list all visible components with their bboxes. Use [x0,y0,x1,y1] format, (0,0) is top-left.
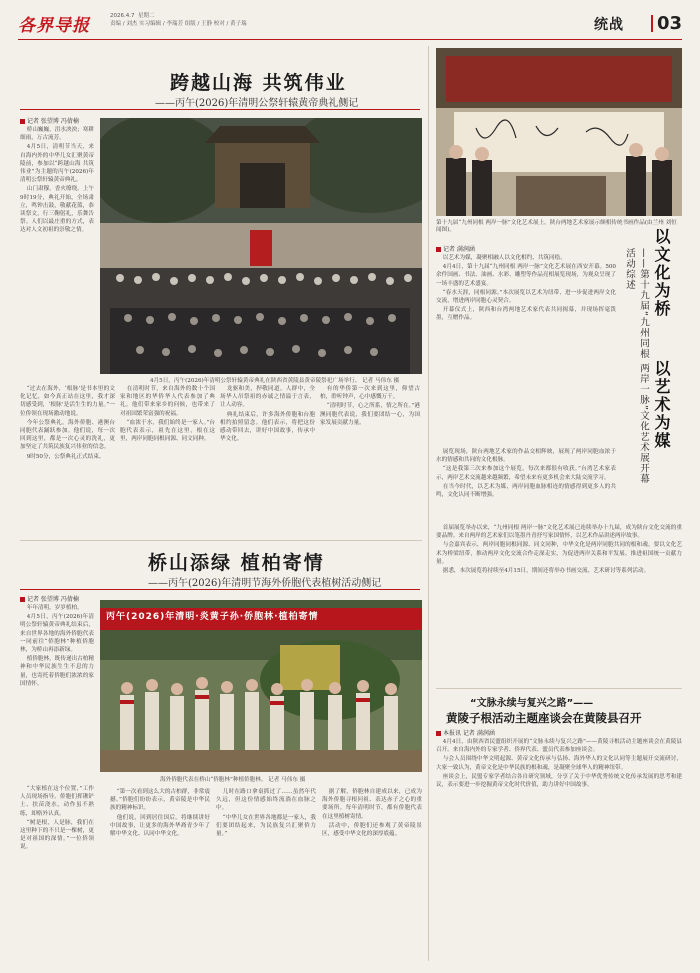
article3-column-1 [436,254,616,444]
article1-headline: 跨越山海 共筑伟业 [170,72,347,94]
paragraph: 与会人员围绕中华文明起源、黄帝文化传承与弘扬、海外华人的文化认同等主题展开交流研讨，大家一致认为，黄帝文化是中华民族的根和魂，是凝聚全球华人的精神纽带。 [436,756,682,771]
article3-vertical-title-b: 以艺术为媒 [652,360,671,450]
paragraph: 山门肃穆，香火缭绕。上午9时19分，典礼开始，全场肃立，鸣钟击鼓，敬献花篮，恭读祭文，行三鞠躬礼，乐舞告祭。人们以最庄重的方式，表达对人文初祖的崇敬之情。 [20,186,94,234]
article3-vertical-title-a: 以文化为桥 [652,228,671,318]
article1-photo-caption: 4月5日，丙午(2026)年清明公祭轩辕黄帝典礼在陕西省黄陵县黄帝陵祭祀广场举行。 记者 马伟东 摄 [150,378,400,384]
article2-rule [20,589,420,590]
issue-date: 2026.4.7 [110,13,135,19]
paragraph: “这是我第三次来参加这个展览，每次来都很有收获。”台湾艺术家表示，两岸艺术交流越来越频繁，希望未来有更多机会来大陆交流学习。 [436,466,616,481]
paragraph: 4月4日，由陕西省民盟组织开展的“文脉永续与复兴之路”——黄陵寻根活动主题座谈会在黄陵县召开。来自海内外的专家学者、侨界代表、盟员代表参加座谈会。 [436,739,682,754]
article2-photo-caption: 海外侨胞代表在桥山“侨胞林”种植侨胞林。 记者 马伟东 摄 [160,777,306,783]
article1-column-1 [20,126,94,376]
paragraph: 据了解，侨胞林自建成以来，已成为海外侨胞寻根问祖、表达赤子之心的重要场所。每年清明时节，都有侨胞代表在这里植树寄情。 [322,789,422,820]
article2-headline: 桥山添绿 植柏寄情 [148,552,325,574]
paragraph: 植侨胞林，既传递出古柏精神和中华民族生生不息的力量，也寄托着侨胞们浓浓的家国情怀。 [20,656,94,687]
exhibition-photo-image [436,48,682,216]
paragraph: “树是根，人是脉，我们在这里种下的不只是一棵树，更是对祖国的深情。”一位侨领说。 [20,819,94,851]
article2-column-5 [322,788,422,958]
paragraph: 龙驱和美，捍敬同道。人群中，全场华人吊祭祖的赤诚之情溢于言表，让人动容。 [220,386,315,409]
paragraph: 桥山巍巍，沮水泱泱；寒耕细雨，万古流芳。 [20,127,94,142]
paragraph: 有的华侨第一次来到这里，仰望古柏，聆听钟声，心中感慨万千。 [320,386,420,401]
paragraph: 与会嘉宾表示，两岸同胞同根同源、同文同种，中华文化是两岸同胞共同的根和魂。要以文化艺术为桥梁纽带，推动两岸文化交流合作走深走实，为促进两岸关系和平发展、推进祖国统一贡献力量。 [436,542,682,565]
paragraph: 4月5日，清明节当天，来自海内外的中华儿女汇聚黄帝陵前，参加以“跨越山海 共筑伟业”为主题的丙午(2026)年清明公祭轩辕黄帝典礼。 [20,144,94,184]
paragraph: 年年清明，岁岁植柏。 [26,605,83,611]
article4-headline-2: 黄陵子根活动主题座谈会在黄陵县召开 [446,711,642,725]
article3-column-3 [436,524,682,684]
photo-banner-text: 丙午(2026)年清明·炎黄子孙·侨胞林·植柏寄情 [106,612,319,622]
article2-subhead: ——丙午(2026)年清明节海外侨胞代表植树活动侧记 [148,578,382,589]
article3-byline [436,244,475,253]
paragraph: “春水天涯，同根同源。”本次展览以艺术为纽带，进一步促进两岸文化交流，增进两岸同胞心灵契合。 [436,289,616,305]
article1-column-4 [220,385,315,535]
section-divider [436,688,682,689]
editor-credits: 责编 / 刘杰 实习编辑 / 李瑞芳 组版 / 王静 校对 / 黄子瑞 [110,20,247,27]
article2-column-1 [20,604,94,779]
article4-headline: “文脉永续与复兴之路”—— [470,698,594,709]
article2-tree-planting-photo [100,600,422,772]
paragraph: 9时50分，公祭典礼正式结束。 [26,453,105,460]
paragraph: “第一次看到这么大的古柏群，非常震撼。”侨胞们纷纷表示，黄帝陵是中华民族的精神标识。 [110,789,210,812]
article2-column-2 [20,785,94,955]
article3-byline-text: 记者 满润涵 [443,246,475,253]
paragraph: “清明时节，心之所系，情之所在。”港澳同胞代表说，我们要团结一心，为国家发展贡献力量。 [320,403,420,426]
section-divider [20,540,422,541]
paragraph: 据悉，本次展览将持续至4月15日，期间还将举办书画交流、艺术研讨等系列活动。 [442,568,650,575]
article2-byline-text: 记者 张望博 冯倩楠 [27,596,79,603]
column-divider [428,46,429,961]
issue-weekday: 星期二 [138,13,155,19]
article4-byline [436,728,495,737]
paragraph: 他们说，回到居住国后，将继续讲好中国故事，让更多的海外华裔青少年了解中华文化、认同中华文化。 [110,814,210,838]
paragraph: “过去在海外，‘根脉’是书本里的文化记忆，如今真正站在这里，我才深切感受到，‘根脉’是活生生的力量。”一位侨领在现场激动地说。 [20,386,115,417]
issue-meta [110,13,247,28]
article1-subhead: ——丙午(2026)年清明公祭轩辕黄帝典礼侧记 [155,98,359,109]
newspaper-logo: 各界导报 [18,16,90,36]
article2-column-3 [110,788,210,958]
article1-rule [20,109,420,110]
article1-column-3 [120,385,215,535]
page-number-bar [651,15,653,32]
page-number [651,10,682,36]
article4-byline-text: 本报讯 记者 满润涵 [443,730,495,737]
paragraph: “中华儿女在世界各地都是一家人，我们要团结起来，为民族复兴汇聚侨力量。” [216,814,316,838]
article1-ceremony-photo [100,118,422,374]
article2-column-4 [216,788,316,958]
article3-photo-caption: 第十九届“九州同根 两岸一脉”文化艺术展上，陕台两地艺术家展示颇相传统书画作品(由兰州 刘恒闻图)。 [436,220,677,233]
paragraph: 今年公祭典礼，海外侨胞、港澳台同胞代表踊跃参加。他们说，每一次回到这里，都是一次心灵的洗礼，更加坚定了共筑民族复兴伟业的信念。 [20,419,115,451]
paragraph: 在当今时代，以艺术为媒，两岸同胞血脉相连的情感得到更多人的共鸣，文化认同不断增强。 [436,483,616,499]
paragraph: 开幕仪式上，陕西和台湾两地艺术家代表共同揭幕，并现场挥毫泼墨，互赠作品。 [436,307,616,322]
article1-byline [20,116,79,125]
masthead [18,10,682,40]
article3-vertical-subtitle: ——第十九届“九州同根 两岸一脉”文化艺术展开幕活动综述 [624,248,649,485]
tree-planting-photo-image [100,600,422,772]
article4-column-1 [436,738,682,960]
article1-byline-text: 记者 张望博 冯倩楠 [27,118,79,125]
paragraph: 以艺术为媒，凝聚相融人以文化相约，共筑同绘。 [442,255,566,261]
paragraph: 展览现场，陕台两地艺术家的作品交相辉映，展现了两岸同胞血浓于水的情感和共同的文化根脉。 [436,449,616,464]
paragraph: 典礼结束后，许多海外侨胞和台胞相约拍照留念。他们表示，将把这份感动带回去，讲好中国故事，传承中华文化。 [220,411,315,443]
paragraph: 4月4日，第十九届“九州同根 两岸一脉”文化艺术展在西安开幕。500余件国画、书法、油画、水彩、雕塑等作品亮相展览现场，为观众呈现了一场丰盛的艺术盛宴。 [436,264,616,287]
article3-column-2 [436,448,616,520]
article3-art-exhibition-photo [436,48,682,216]
paragraph: 4月5日，丙午(2026)年清明公祭轩辕黄帝典礼结束后，来自世界各地的海外侨胞代表一同前往“侨胞林”种植侨胞林，为桥山再添新绿。 [20,614,94,654]
paragraph: 座谈会上，民盟专家学者结合各自研究领域，分享了关于中华优秀传统文化传承发展的思考和建议，表示要进一步挖掘黄帝文化时代价值，助力讲好中国故事。 [436,773,682,789]
article1-column-5 [320,385,420,535]
paragraph: 活动中，侨胞们还参观了黄帝陵景区，感受中华文化的深厚底蕴。 [322,822,422,838]
paragraph: “血浓于水，我们始终是一家人。”台胞代表表示，祖先在这里，根在这里，两岸同胞同根同源、同文同种。 [120,419,215,443]
section-name: 统战 [594,17,624,33]
page-number-text: 03 [656,12,682,34]
paragraph: “大家植在这个位置，”工作人员现场指导。侨胞们挥锹铲土、扶苗浇水，动作虽不熟练，却格外认真。 [20,786,94,817]
article2-byline [20,594,79,603]
article1-column-2 [20,385,115,535]
paragraph: 首届展览举办以来，“九州同根 两岸一脉”文化艺术展已连续举办十九届，成为陕台文化交流的重要品牌。来自两岸的艺术家们以笔墨丹青抒写家国情怀，以艺术作品讲述两岸故事。 [436,525,682,540]
paragraph: 儿时在路口拿桌抓过了……虽然年代久远，但这份情感始终流淌在血脉之中。 [216,789,316,812]
paragraph: 在清明时节，来自海外的数十个国家和地区的华侨华人代表参加了典礼。他们带来家乡的问候，也带来了对祖国繁荣富强的祝福。 [120,386,215,417]
ceremony-photo-image [100,118,422,374]
